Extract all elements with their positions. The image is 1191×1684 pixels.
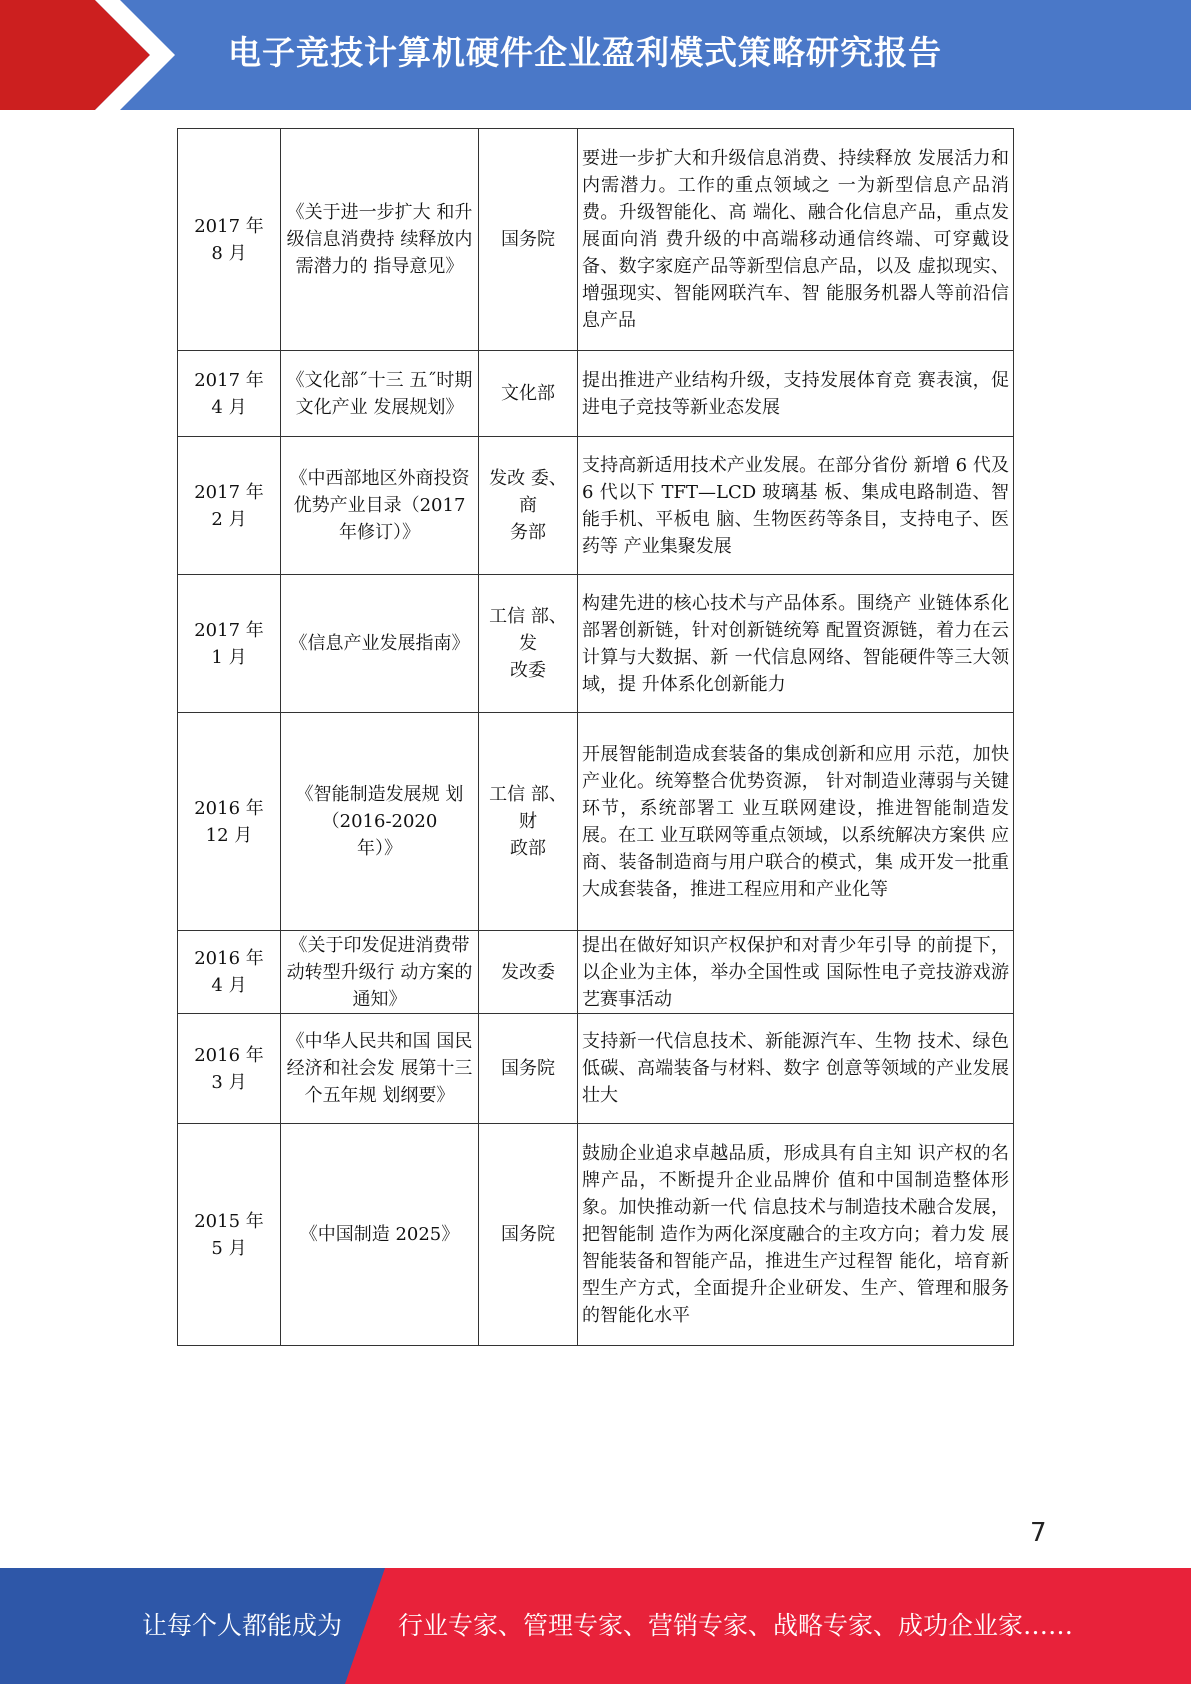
policy-content-text: 提出在做好知识产权保护和对青少年引导 的前提下，以企业为主体，举办全国性或 国际性电子竞技游戏游艺赛事活动 — [582, 934, 1009, 1010]
policy-document — [281, 931, 479, 1014]
policy-date-text: 2017 年 1 月 — [194, 619, 264, 668]
policy-date-text: 2017 年 2 月 — [194, 481, 264, 530]
policy-content-text: 支持高新适用技术产业发展。在部分省份 新增 6 代及 6 代以下 TFT—LCD 玻璃基 板、集成电路制造、智能手机、平板电 脑、生物医药等条目，支持电子、医药等 产业集聚发展 — [582, 454, 1009, 557]
policy-content — [578, 713, 1014, 931]
policy-document-text: 《信息产业发展指南》 — [289, 633, 470, 654]
policy-date — [178, 575, 281, 713]
policy-document — [281, 351, 479, 437]
issuing-department-text: 发改委 — [501, 961, 555, 983]
table-row — [178, 351, 1014, 437]
issuing-department — [479, 351, 578, 437]
policy-date — [178, 1124, 281, 1346]
footer-slogan-right: 行业专家、管理专家、营销专家、战略专家、成功企业家…… — [398, 1611, 1074, 1640]
page-number: 7 — [1030, 1518, 1047, 1548]
policy-content — [578, 1014, 1014, 1124]
policy-date — [178, 931, 281, 1014]
policy-document-text: 《中国制造 2025》 — [299, 1224, 460, 1245]
table-row — [178, 575, 1014, 713]
policy-date — [178, 129, 281, 351]
policy-content — [578, 129, 1014, 351]
policy-content — [578, 575, 1014, 713]
issuing-department-text: 工信 部、财 政部 — [489, 784, 567, 859]
issuing-department — [479, 1124, 578, 1346]
policy-document-text: 《中西部地区外商投资优势产业目录（2017 年修订）》 — [289, 468, 470, 543]
policy-document-text: 《智能制造发展规 划（2016-2020 年）》 — [295, 784, 464, 859]
table-row — [178, 931, 1014, 1014]
issuing-department-text: 文化部 — [501, 383, 555, 404]
policy-content-text: 提出推进产业结构升级，支持发展体育竞 赛表演，促进电子竞技等新业态发展 — [582, 369, 1009, 418]
table-row — [178, 1124, 1014, 1346]
policy-document — [281, 1124, 479, 1346]
policy-document — [281, 1014, 479, 1124]
policy-content — [578, 931, 1014, 1014]
policy-document-text: 《关于印发促进消费带动转型升级行 动方案的通知》 — [286, 934, 473, 1010]
table-row — [178, 1014, 1014, 1124]
table-row — [178, 437, 1014, 575]
policy-date — [178, 713, 281, 931]
policy-table — [177, 128, 1014, 1346]
policy-document-text: 《文化部˝十三 五˝时期文化产业 发展规划》 — [286, 369, 473, 418]
policy-date — [178, 1014, 281, 1124]
policy-date-text: 2016 年 4 月 — [194, 948, 264, 996]
policy-document-text: 《中华人民共和国 国民经济和社会发 展第十三个五年规 划纲要》 — [286, 1031, 473, 1106]
report-title: 电子竞技计算机硬件企业盈利模式策略研究报告 — [228, 33, 942, 72]
issuing-department — [479, 129, 578, 351]
footer-slogan-left: 让每个人都能成为 — [142, 1611, 343, 1640]
policy-document — [281, 575, 479, 713]
issuing-department-text: 国务院 — [501, 229, 555, 250]
policy-date — [178, 351, 281, 437]
issuing-department — [479, 931, 578, 1014]
policy-content-text: 鼓励企业追求卓越品质，形成具有自主知 识产权的名牌产品，不断提升企业品牌价 值和中国制造整体形象。加快推动新一代 信息技术与制造技术融合发展，把智能制 造作为两化深度融合的主攻方向；着力发 展智能装备和智能产品，推进生产过程智 能化，培育新型生产方式，全面提升企业研发、生产、管理和服务的智能化水平 — [582, 1143, 1009, 1326]
policy-date-text: 2017 年 4 月 — [194, 369, 264, 418]
issuing-department — [479, 575, 578, 713]
policy-content-text: 支持新一代信息技术、新能源汽车、生物 技术、绿色低碳、高端装备与材料、数字 创意等领域的产业发展壮大 — [582, 1031, 1009, 1106]
policy-document — [281, 129, 479, 351]
policy-content-text: 要进一步扩大和升级信息消费、持续释放 发展活力和内需潜力。工作的重点领域之 一为新型信息产品消费。升级智能化、高 端化、融合化信息产品，重点发展面向消 费升级的中高端移动通信终端、可穿戴设 备、数字家庭产品等新型信息产品，以及 虚拟现实、增强现实、智能网联汽车、智 能服务机器人等前沿信息产品 — [582, 148, 1009, 331]
policy-date-text: 2015 年 5 月 — [194, 1210, 264, 1259]
policy-content-text: 构建先进的核心技术与产品体系。围绕产 业链体系化部署创新链，针对创新链统筹 配置资源链，着力在云计算与大数据、新 一代信息网络、智能硬件等三大领域，提 升体系化创新能力 — [582, 592, 1009, 695]
policy-content-text: 开展智能制造成套装备的集成创新和应用 示范，加快产业化。统筹整合优势资源， 针对制造业薄弱与关键环节，系统部署工 业互联网建设，推进智能制造发展。在工 业互联网等重点领域，以系统解决方案供 应商、装备制造商与用户联合的模式，集 成开发一批重大成套装备，推进工程应用和产业化等 — [582, 743, 1009, 900]
table-row — [178, 713, 1014, 931]
policy-date-text: 2016 年 12 月 — [194, 797, 264, 846]
issuing-department-text: 国务院 — [501, 1058, 555, 1079]
page-header — [0, 0, 1191, 110]
page-footer — [0, 1568, 1191, 1684]
issuing-department-text: 国务院 — [501, 1224, 555, 1245]
issuing-department — [479, 1014, 578, 1124]
policy-document-text: 《关于进一步扩大 和升级信息消费持 续释放内需潜力的 指导意见》 — [286, 202, 473, 277]
policy-document — [281, 713, 479, 931]
table-row — [178, 129, 1014, 351]
policy-content — [578, 1124, 1014, 1346]
policy-date — [178, 437, 281, 575]
policy-content — [578, 437, 1014, 575]
policy-date-text: 2016 年 3 月 — [194, 1044, 264, 1093]
policy-date-text: 2017 年 8 月 — [194, 215, 264, 264]
policy-content — [578, 351, 1014, 437]
issuing-department-text: 发改 委、商 务部 — [489, 468, 567, 543]
issuing-department — [479, 713, 578, 931]
policy-document — [281, 437, 479, 575]
issuing-department-text: 工信 部、发 改委 — [489, 606, 567, 681]
issuing-department — [479, 437, 578, 575]
